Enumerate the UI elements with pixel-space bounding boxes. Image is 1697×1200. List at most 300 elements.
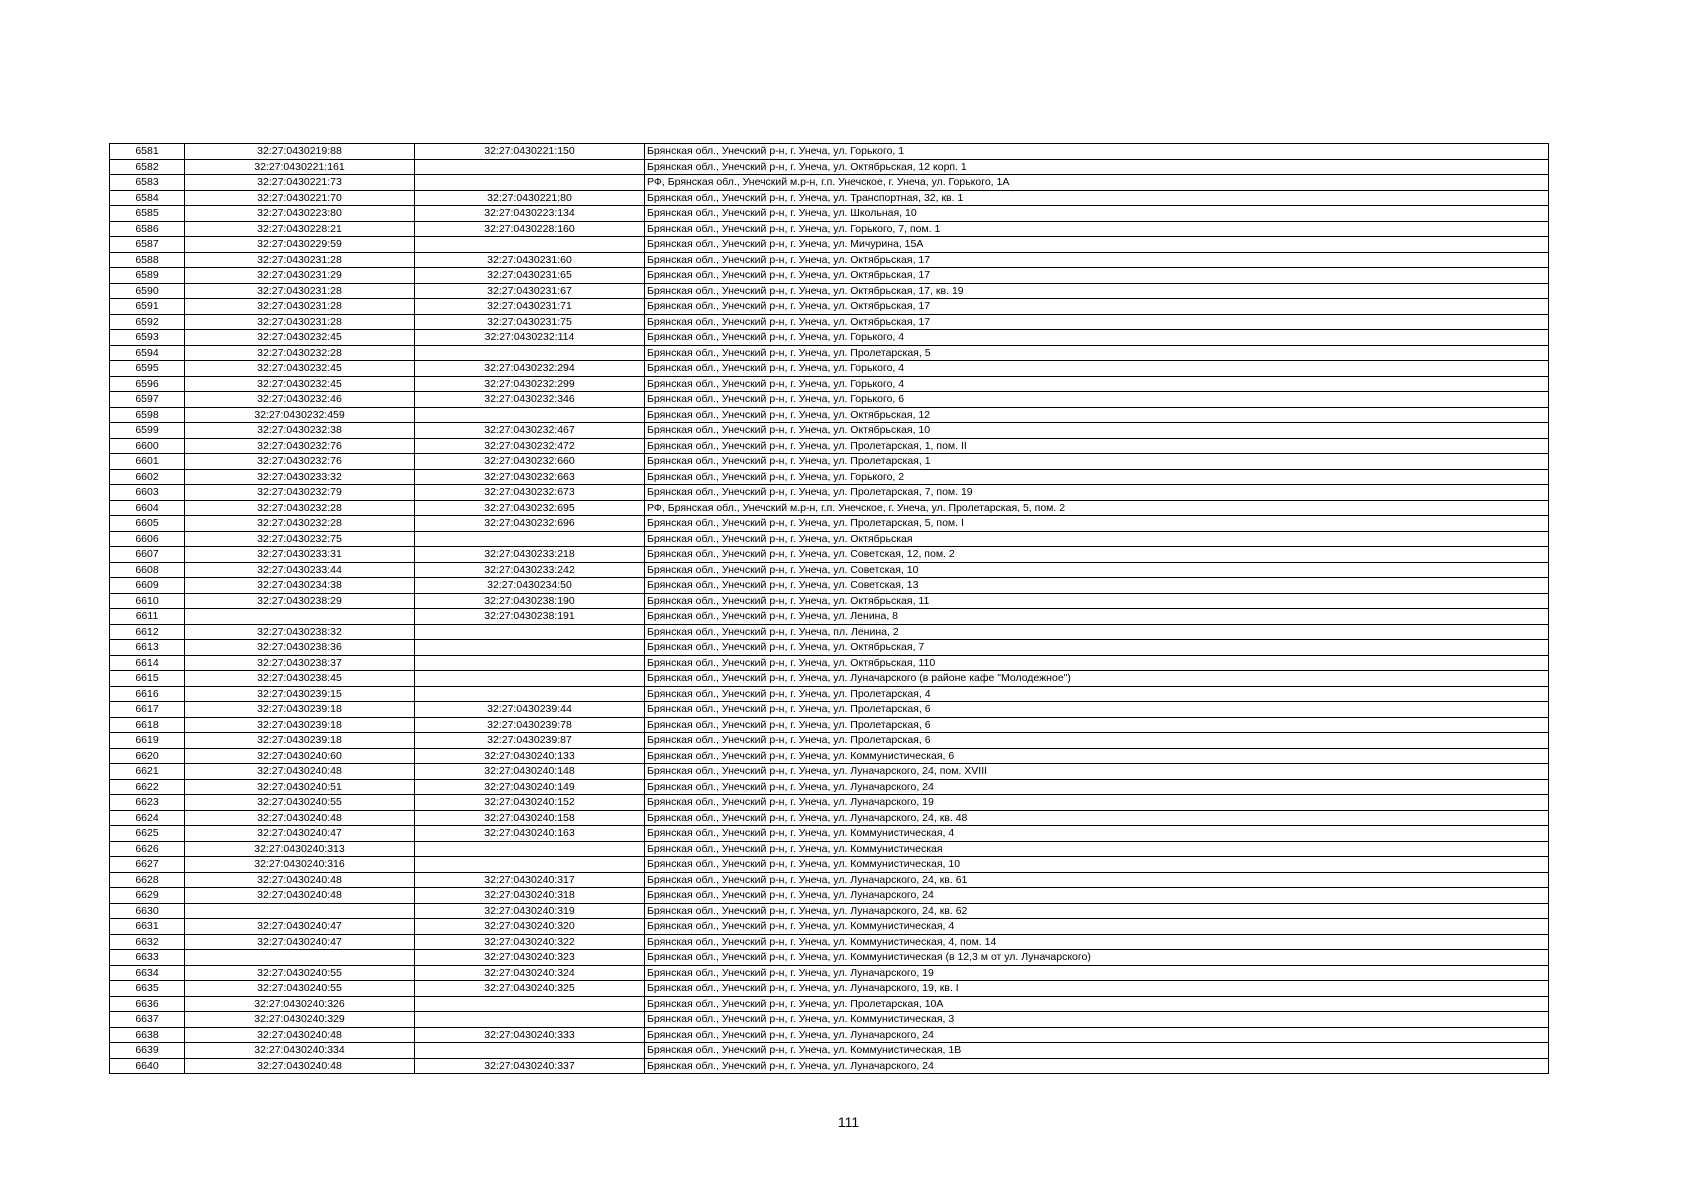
address-cell: Брянская обл., Унечский р-н, г. Унеча, ул. Пролетарская, 5, пом. I [645,516,1549,532]
building-cadastral-cell: 32:27:0430232:299 [415,376,645,392]
table-row [110,686,1549,702]
row-number-cell: 6593 [110,330,185,346]
table-row [110,485,1549,501]
land-parcel-cadastral-cell: 32:27:0430231:28 [185,283,415,299]
address-cell: Брянская обл., Унечский р-н, г. Унеча, ул. Коммунистическая, 4, пом. 14 [645,934,1549,950]
address-cell: Брянская обл., Унечский р-н, г. Унеча, ул. Луначарского, 24, кв. 62 [645,903,1549,919]
row-number-cell: 6600 [110,438,185,454]
address-cell: Брянская обл., Унечский р-н, г. Унеча, ул. Октябрьская [645,531,1549,547]
table-row [110,1012,1549,1028]
row-number-cell: 6633 [110,950,185,966]
table-row [110,268,1549,284]
table-row [110,593,1549,609]
table-row [110,748,1549,764]
building-cadastral-cell [415,531,645,547]
table-row [110,376,1549,392]
address-cell: Брянская обл., Унечский р-н, г. Унеча, ул. Октябрьская, 17 [645,252,1549,268]
land-parcel-cadastral-cell: 32:27:0430234:38 [185,578,415,594]
building-cadastral-cell [415,159,645,175]
table-row [110,345,1549,361]
address-cell: Брянская обл., Унечский р-н, г. Унеча, ул. Октябрьская, 10 [645,423,1549,439]
building-cadastral-cell [415,857,645,873]
table-row [110,1027,1549,1043]
table-row [110,717,1549,733]
building-cadastral-cell: 32:27:0430240:325 [415,981,645,997]
table-row [110,454,1549,470]
address-cell: Брянская обл., Унечский р-н, г. Унеча, ул. Октябрьская, 17, кв. 19 [645,283,1549,299]
row-number-cell: 6631 [110,919,185,935]
address-cell: Брянская обл., Унечский р-н, г. Унеча, ул. Луначарского, 24, кв. 48 [645,810,1549,826]
land-parcel-cadastral-cell: 32:27:0430219:88 [185,144,415,160]
address-cell: Брянская обл., Унечский р-н, г. Унеча, ул. Луначарского, 24 [645,1027,1549,1043]
address-cell: Брянская обл., Унечский р-н, г. Унеча, ул. Коммунистическая (в 12,3 м от ул. Луначарского) [645,950,1549,966]
address-cell: Брянская обл., Унечский р-н, г. Унеча, ул. Горького, 2 [645,469,1549,485]
row-number-cell: 6586 [110,221,185,237]
row-number-cell: 6603 [110,485,185,501]
land-parcel-cadastral-cell: 32:27:0430232:79 [185,485,415,501]
register-table-body [110,144,1549,1074]
table-row [110,857,1549,873]
row-number-cell: 6604 [110,500,185,516]
land-parcel-cadastral-cell: 32:27:0430221:73 [185,175,415,191]
table-row [110,206,1549,222]
building-cadastral-cell [415,640,645,656]
row-number-cell: 6628 [110,872,185,888]
row-number-cell: 6639 [110,1043,185,1059]
building-cadastral-cell: 32:27:0430240:318 [415,888,645,904]
row-number-cell: 6592 [110,314,185,330]
row-number-cell: 6599 [110,423,185,439]
land-parcel-cadastral-cell: 32:27:0430232:45 [185,361,415,377]
row-number-cell: 6627 [110,857,185,873]
building-cadastral-cell: 32:27:0430231:67 [415,283,645,299]
row-number-cell: 6610 [110,593,185,609]
row-number-cell: 6584 [110,190,185,206]
table-row [110,919,1549,935]
row-number-cell: 6621 [110,764,185,780]
address-cell: Брянская обл., Унечский р-н, г. Унеча, ул. Пролетарская, 7, пом. 19 [645,485,1549,501]
building-cadastral-cell: 32:27:0430238:190 [415,593,645,609]
land-parcel-cadastral-cell: 32:27:0430238:45 [185,671,415,687]
land-parcel-cadastral-cell: 32:27:0430233:31 [185,547,415,563]
table-row [110,779,1549,795]
address-cell: Брянская обл., Унечский р-н, г. Унеча, ул. Пролетарская, 6 [645,702,1549,718]
land-parcel-cadastral-cell: 32:27:0430240:47 [185,919,415,935]
building-cadastral-cell: 32:27:0430232:467 [415,423,645,439]
row-number-cell: 6618 [110,717,185,733]
address-cell: РФ, Брянская обл., Унечский м.р-н, г.п. Унечское, г. Унеча, ул. Горького, 1А [645,175,1549,191]
land-parcel-cadastral-cell: 32:27:0430240:48 [185,810,415,826]
building-cadastral-cell [415,237,645,253]
table-row [110,252,1549,268]
address-cell: Брянская обл., Унечский р-н, г. Унеча, ул. Луначарского, 24 [645,888,1549,904]
land-parcel-cadastral-cell: 32:27:0430233:44 [185,562,415,578]
table-row [110,500,1549,516]
land-parcel-cadastral-cell: 32:27:0430240:48 [185,888,415,904]
row-number-cell: 6611 [110,609,185,625]
address-cell: Брянская обл., Унечский р-н, г. Унеча, ул. Советская, 12, пом. 2 [645,547,1549,563]
row-number-cell: 6605 [110,516,185,532]
row-number-cell: 6619 [110,733,185,749]
table-row [110,423,1549,439]
land-parcel-cadastral-cell: 32:27:0430231:28 [185,252,415,268]
land-parcel-cadastral-cell: 32:27:0430240:47 [185,826,415,842]
address-cell: Брянская обл., Унечский р-н, г. Унеча, ул. Ленина, 8 [645,609,1549,625]
address-cell: Брянская обл., Унечский р-н, г. Унеча, ул. Октябрьская, 11 [645,593,1549,609]
address-cell: Брянская обл., Унечский р-н, г. Унеча, ул. Октябрьская, 12 корп. 1 [645,159,1549,175]
row-number-cell: 6583 [110,175,185,191]
table-row [110,981,1549,997]
land-parcel-cadastral-cell: 32:27:0430240:48 [185,764,415,780]
building-cadastral-cell: 32:27:0430233:242 [415,562,645,578]
row-number-cell: 6624 [110,810,185,826]
table-row [110,1043,1549,1059]
land-parcel-cadastral-cell: 32:27:0430240:48 [185,872,415,888]
row-number-cell: 6640 [110,1058,185,1074]
table-row [110,221,1549,237]
land-parcel-cadastral-cell: 32:27:0430240:48 [185,1027,415,1043]
address-cell: Брянская обл., Унечский р-н, г. Унеча, ул. Октябрьская, 7 [645,640,1549,656]
land-parcel-cadastral-cell: 32:27:0430240:51 [185,779,415,795]
building-cadastral-cell [415,655,645,671]
address-cell: Брянская обл., Унечский р-н, г. Унеча, пл. Ленина, 2 [645,624,1549,640]
table-row [110,1058,1549,1074]
row-number-cell: 6623 [110,795,185,811]
building-cadastral-cell: 32:27:0430221:150 [415,144,645,160]
row-number-cell: 6629 [110,888,185,904]
address-cell: Брянская обл., Унечский р-н, г. Унеча, ул. Советская, 10 [645,562,1549,578]
land-parcel-cadastral-cell: 32:27:0430240:326 [185,996,415,1012]
land-parcel-cadastral-cell: 32:27:0430238:29 [185,593,415,609]
table-row [110,407,1549,423]
building-cadastral-cell: 32:27:0430231:75 [415,314,645,330]
address-cell: Брянская обл., Унечский р-н, г. Унеча, ул. Коммунистическая, 3 [645,1012,1549,1028]
row-number-cell: 6630 [110,903,185,919]
land-parcel-cadastral-cell: 32:27:0430240:47 [185,934,415,950]
row-number-cell: 6588 [110,252,185,268]
address-cell: Брянская обл., Унечский р-н, г. Унеча, ул. Коммунистическая, 4 [645,919,1549,935]
table-row [110,810,1549,826]
land-parcel-cadastral-cell: 32:27:0430240:55 [185,981,415,997]
address-cell: Брянская обл., Унечский р-н, г. Унеча, ул. Транспортная, 32, кв. 1 [645,190,1549,206]
building-cadastral-cell: 32:27:0430240:133 [415,748,645,764]
row-number-cell: 6595 [110,361,185,377]
land-parcel-cadastral-cell: 32:27:0430240:316 [185,857,415,873]
table-row [110,640,1549,656]
building-cadastral-cell [415,1043,645,1059]
building-cadastral-cell: 32:27:0430232:663 [415,469,645,485]
building-cadastral-cell: 32:27:0430232:695 [415,500,645,516]
land-parcel-cadastral-cell: 32:27:0430240:60 [185,748,415,764]
land-parcel-cadastral-cell: 32:27:0430223:80 [185,206,415,222]
table-row [110,190,1549,206]
address-cell: Брянская обл., Унечский р-н, г. Унеча, ул. Пролетарская, 10А [645,996,1549,1012]
table-row [110,903,1549,919]
land-parcel-cadastral-cell: 32:27:0430232:76 [185,454,415,470]
address-cell: Брянская обл., Унечский р-н, г. Унеча, ул. Октябрьская, 110 [645,655,1549,671]
building-cadastral-cell [415,1012,645,1028]
address-cell: Брянская обл., Унечский р-н, г. Унеча, ул. Советская, 13 [645,578,1549,594]
row-number-cell: 6608 [110,562,185,578]
address-cell: Брянская обл., Унечский р-н, г. Унеча, ул. Пролетарская, 1 [645,454,1549,470]
address-cell: Брянская обл., Унечский р-н, г. Унеча, ул. Коммунистическая [645,841,1549,857]
address-cell: Брянская обл., Унечский р-н, г. Унеча, ул. Октябрьская, 17 [645,268,1549,284]
row-number-cell: 6601 [110,454,185,470]
table-row [110,392,1549,408]
building-cadastral-cell: 32:27:0430240:324 [415,965,645,981]
building-cadastral-cell: 32:27:0430233:218 [415,547,645,563]
building-cadastral-cell: 32:27:0430240:317 [415,872,645,888]
building-cadastral-cell: 32:27:0430240:333 [415,1027,645,1043]
land-parcel-cadastral-cell: 32:27:0430240:48 [185,1058,415,1074]
row-number-cell: 6590 [110,283,185,299]
building-cadastral-cell: 32:27:0430240:148 [415,764,645,780]
address-cell: Брянская обл., Унечский р-н, г. Унеча, ул. Горького, 6 [645,392,1549,408]
row-number-cell: 6614 [110,655,185,671]
table-row [110,671,1549,687]
table-row [110,733,1549,749]
row-number-cell: 6585 [110,206,185,222]
table-row [110,965,1549,981]
building-cadastral-cell: 32:27:0430221:80 [415,190,645,206]
table-row [110,826,1549,842]
table-row [110,361,1549,377]
land-parcel-cadastral-cell [185,903,415,919]
land-parcel-cadastral-cell: 32:27:0430232:28 [185,500,415,516]
row-number-cell: 6635 [110,981,185,997]
address-cell: Брянская обл., Унечский р-н, г. Унеча, ул. Луначарского, 19 [645,965,1549,981]
address-cell: Брянская обл., Унечский р-н, г. Унеча, ул. Коммунистическая, 6 [645,748,1549,764]
row-number-cell: 6620 [110,748,185,764]
table-row [110,624,1549,640]
land-parcel-cadastral-cell: 32:27:0430232:45 [185,330,415,346]
address-cell: Брянская обл., Унечский р-н, г. Унеча, ул. Октябрьская, 12 [645,407,1549,423]
table-row [110,159,1549,175]
land-parcel-cadastral-cell: 32:27:0430232:459 [185,407,415,423]
address-cell: РФ, Брянская обл., Унечский м.р-н, г.п. Унечское, г. Унеча, ул. Пролетарская, 5, пом. 2 [645,500,1549,516]
row-number-cell: 6625 [110,826,185,842]
table-row [110,764,1549,780]
land-parcel-cadastral-cell: 32:27:0430239:18 [185,717,415,733]
row-number-cell: 6626 [110,841,185,857]
row-number-cell: 6594 [110,345,185,361]
address-cell: Брянская обл., Унечский р-н, г. Унеча, ул. Луначарского, 19, кв. I [645,981,1549,997]
land-parcel-cadastral-cell: 32:27:0430232:45 [185,376,415,392]
table-row [110,609,1549,625]
address-cell: Брянская обл., Унечский р-н, г. Унеча, ул. Луначарского (в районе кафе "Молодежное") [645,671,1549,687]
building-cadastral-cell: 32:27:0430240:337 [415,1058,645,1074]
building-cadastral-cell: 32:27:0430231:65 [415,268,645,284]
land-parcel-cadastral-cell: 32:27:0430231:28 [185,299,415,315]
land-parcel-cadastral-cell: 32:27:0430240:334 [185,1043,415,1059]
address-cell: Брянская обл., Унечский р-н, г. Унеча, ул. Горького, 4 [645,361,1549,377]
address-cell: Брянская обл., Унечский р-н, г. Унеча, ул. Пролетарская, 1, пом. II [645,438,1549,454]
row-number-cell: 6602 [110,469,185,485]
row-number-cell: 6637 [110,1012,185,1028]
table-row [110,934,1549,950]
building-cadastral-cell: 32:27:0430240:319 [415,903,645,919]
building-cadastral-cell [415,686,645,702]
row-number-cell: 6638 [110,1027,185,1043]
table-row [110,950,1549,966]
land-parcel-cadastral-cell: 32:27:0430233:32 [185,469,415,485]
cadastral-register-table [109,143,1549,1074]
row-number-cell: 6632 [110,934,185,950]
building-cadastral-cell: 32:27:0430232:673 [415,485,645,501]
table-row [110,702,1549,718]
address-cell: Брянская обл., Унечский р-н, г. Унеча, ул. Школьная, 10 [645,206,1549,222]
row-number-cell: 6634 [110,965,185,981]
land-parcel-cadastral-cell: 32:27:0430232:46 [185,392,415,408]
land-parcel-cadastral-cell: 32:27:0430238:36 [185,640,415,656]
land-parcel-cadastral-cell: 32:27:0430232:76 [185,438,415,454]
row-number-cell: 6606 [110,531,185,547]
table-row [110,578,1549,594]
land-parcel-cadastral-cell: 32:27:0430238:32 [185,624,415,640]
building-cadastral-cell: 32:27:0430240:149 [415,779,645,795]
address-cell: Брянская обл., Унечский р-н, г. Унеча, ул. Луначарского, 19 [645,795,1549,811]
address-cell: Брянская обл., Унечский р-н, г. Унеча, ул. Луначарского, 24, кв. 61 [645,872,1549,888]
land-parcel-cadastral-cell: 32:27:0430239:18 [185,733,415,749]
table-row [110,562,1549,578]
table-row [110,314,1549,330]
row-number-cell: 6587 [110,237,185,253]
row-number-cell: 6622 [110,779,185,795]
table-row [110,996,1549,1012]
table-row [110,888,1549,904]
building-cadastral-cell: 32:27:0430228:160 [415,221,645,237]
row-number-cell: 6617 [110,702,185,718]
building-cadastral-cell: 32:27:0430232:472 [415,438,645,454]
land-parcel-cadastral-cell: 32:27:0430238:37 [185,655,415,671]
building-cadastral-cell [415,624,645,640]
land-parcel-cadastral-cell: 32:27:0430221:70 [185,190,415,206]
land-parcel-cadastral-cell: 32:27:0430221:161 [185,159,415,175]
building-cadastral-cell: 32:27:0430240:158 [415,810,645,826]
land-parcel-cadastral-cell: 32:27:0430240:55 [185,965,415,981]
table-row [110,547,1549,563]
building-cadastral-cell: 32:27:0430240:320 [415,919,645,935]
row-number-cell: 6591 [110,299,185,315]
row-number-cell: 6589 [110,268,185,284]
building-cadastral-cell [415,996,645,1012]
row-number-cell: 6612 [110,624,185,640]
land-parcel-cadastral-cell: 32:27:0430232:28 [185,345,415,361]
row-number-cell: 6598 [110,407,185,423]
table-row [110,655,1549,671]
land-parcel-cadastral-cell: 32:27:0430232:75 [185,531,415,547]
address-cell: Брянская обл., Унечский р-н, г. Унеча, ул. Коммунистическая, 1В [645,1043,1549,1059]
land-parcel-cadastral-cell: 32:27:0430231:28 [185,314,415,330]
row-number-cell: 6636 [110,996,185,1012]
building-cadastral-cell: 32:27:0430231:71 [415,299,645,315]
land-parcel-cadastral-cell: 32:27:0430239:15 [185,686,415,702]
building-cadastral-cell: 32:27:0430232:660 [415,454,645,470]
address-cell: Брянская обл., Унечский р-н, г. Унеча, ул. Пролетарская, 5 [645,345,1549,361]
building-cadastral-cell: 32:27:0430239:87 [415,733,645,749]
address-cell: Брянская обл., Унечский р-н, г. Унеча, ул. Горького, 7, пом. 1 [645,221,1549,237]
table-row [110,516,1549,532]
table-row [110,144,1549,160]
building-cadastral-cell: 32:27:0430231:60 [415,252,645,268]
address-cell: Брянская обл., Унечский р-н, г. Унеча, ул. Октябрьская, 17 [645,299,1549,315]
building-cadastral-cell: 32:27:0430240:152 [415,795,645,811]
table-row [110,299,1549,315]
building-cadastral-cell [415,345,645,361]
building-cadastral-cell: 32:27:0430238:191 [415,609,645,625]
row-number-cell: 6613 [110,640,185,656]
address-cell: Брянская обл., Унечский р-н, г. Унеча, ул. Горького, 4 [645,376,1549,392]
building-cadastral-cell [415,175,645,191]
address-cell: Брянская обл., Унечский р-н, г. Унеча, ул. Пролетарская, 6 [645,733,1549,749]
building-cadastral-cell [415,671,645,687]
row-number-cell: 6597 [110,392,185,408]
address-cell: Брянская обл., Унечский р-н, г. Унеча, ул. Коммунистическая, 4 [645,826,1549,842]
row-number-cell: 6609 [110,578,185,594]
land-parcel-cadastral-cell: 32:27:0430240:313 [185,841,415,857]
land-parcel-cadastral-cell: 32:27:0430232:28 [185,516,415,532]
building-cadastral-cell: 32:27:0430232:294 [415,361,645,377]
address-cell: Брянская обл., Унечский р-н, г. Унеча, ул. Горького, 1 [645,144,1549,160]
table-row [110,469,1549,485]
page-number: 111 [837,1114,860,1130]
row-number-cell: 6615 [110,671,185,687]
address-cell: Брянская обл., Унечский р-н, г. Унеча, ул. Пролетарская, 4 [645,686,1549,702]
table-row [110,795,1549,811]
land-parcel-cadastral-cell: 32:27:0430240:55 [185,795,415,811]
row-number-cell: 6616 [110,686,185,702]
address-cell: Брянская обл., Унечский р-н, г. Унеча, ул. Луначарского, 24, пом. XVIII [645,764,1549,780]
table-row [110,283,1549,299]
address-cell: Брянская обл., Унечский р-н, г. Унеча, ул. Октябрьская, 17 [645,314,1549,330]
building-cadastral-cell: 32:27:0430223:134 [415,206,645,222]
building-cadastral-cell [415,407,645,423]
address-cell: Брянская обл., Унечский р-н, г. Унеча, ул. Мичурина, 15А [645,237,1549,253]
table-row [110,438,1549,454]
table-row [110,841,1549,857]
building-cadastral-cell: 32:27:0430239:78 [415,717,645,733]
land-parcel-cadastral-cell: 32:27:0430228:21 [185,221,415,237]
table-row [110,531,1549,547]
building-cadastral-cell: 32:27:0430240:323 [415,950,645,966]
table-row [110,237,1549,253]
land-parcel-cadastral-cell: 32:27:0430229:59 [185,237,415,253]
building-cadastral-cell [415,841,645,857]
building-cadastral-cell: 32:27:0430232:346 [415,392,645,408]
address-cell: Брянская обл., Унечский р-н, г. Унеча, ул. Пролетарская, 6 [645,717,1549,733]
row-number-cell: 6607 [110,547,185,563]
land-parcel-cadastral-cell: 32:27:0430231:29 [185,268,415,284]
land-parcel-cadastral-cell: 32:27:0430239:18 [185,702,415,718]
address-cell: Брянская обл., Унечский р-н, г. Унеча, ул. Луначарского, 24 [645,1058,1549,1074]
land-parcel-cadastral-cell: 32:27:0430240:329 [185,1012,415,1028]
building-cadastral-cell: 32:27:0430240:163 [415,826,645,842]
address-cell: Брянская обл., Унечский р-н, г. Унеча, ул. Луначарского, 24 [645,779,1549,795]
building-cadastral-cell: 32:27:0430232:114 [415,330,645,346]
land-parcel-cadastral-cell [185,950,415,966]
table-row [110,872,1549,888]
building-cadastral-cell: 32:27:0430234:50 [415,578,645,594]
address-cell: Брянская обл., Унечский р-н, г. Унеча, ул. Коммунистическая, 10 [645,857,1549,873]
row-number-cell: 6581 [110,144,185,160]
building-cadastral-cell: 32:27:0430232:696 [415,516,645,532]
row-number-cell: 6596 [110,376,185,392]
land-parcel-cadastral-cell [185,609,415,625]
row-number-cell: 6582 [110,159,185,175]
building-cadastral-cell: 32:27:0430239:44 [415,702,645,718]
table-row [110,330,1549,346]
table-row [110,175,1549,191]
